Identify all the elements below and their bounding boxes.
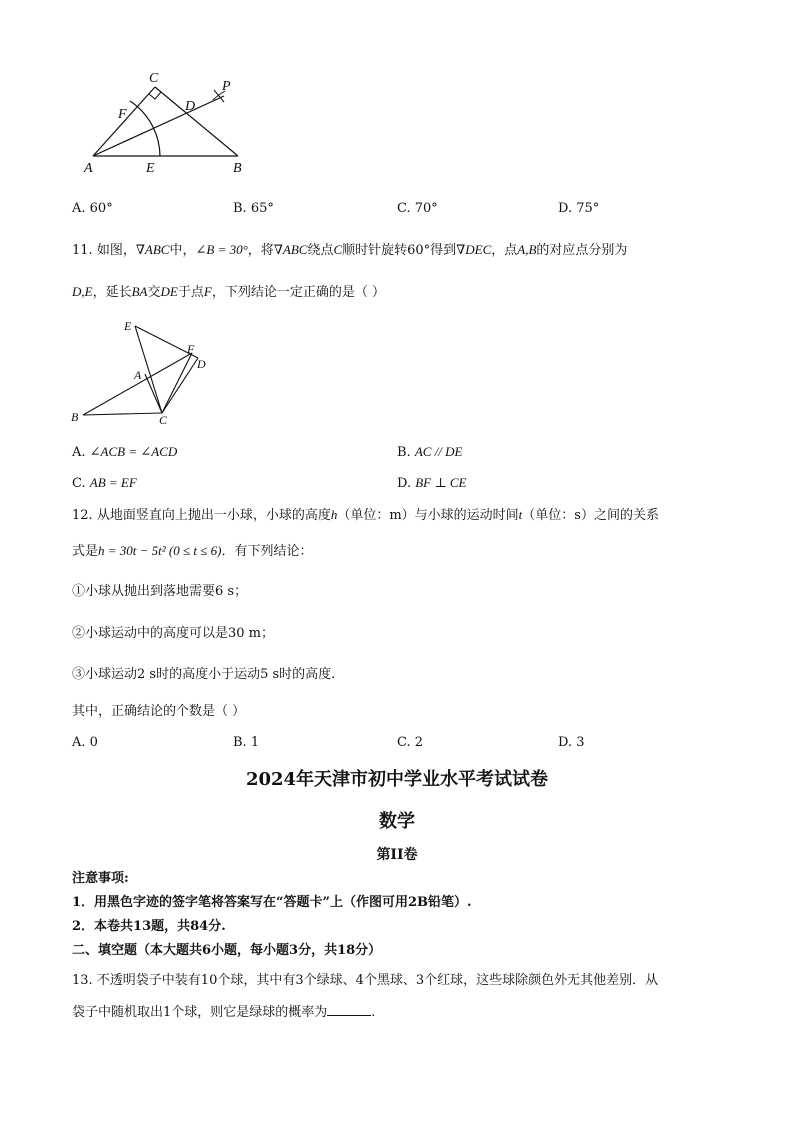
q13-answer-blank[interactable] bbox=[327, 1003, 371, 1016]
segment-bf bbox=[83, 353, 192, 415]
q11-option-c[interactable]: C. AB = EF bbox=[72, 475, 137, 491]
q11-option-a[interactable]: A. ∠ACB = ∠ACD bbox=[72, 444, 178, 460]
notice-item-2: 2．本卷共13题，共84分. bbox=[72, 919, 226, 934]
q11-stem-line2: D,E，延长BA交DE于点F，下列结论一定正确的是（ ） bbox=[72, 284, 385, 300]
figure-q11 bbox=[68, 316, 218, 426]
label-a: A bbox=[134, 368, 142, 382]
ray-ap bbox=[93, 96, 224, 156]
label-c: C bbox=[159, 413, 168, 426]
q12-conclusion-2: ②小球运动中的高度可以是30 m； bbox=[72, 626, 275, 641]
volume-title: 第II卷 bbox=[376, 847, 418, 863]
q12-option-a[interactable]: A. 0 bbox=[72, 735, 98, 750]
label-b: B bbox=[233, 161, 242, 176]
q12-option-c[interactable]: C. 2 bbox=[397, 735, 424, 750]
q10-option-b[interactable]: B. 65° bbox=[233, 201, 274, 216]
segment-ac bbox=[145, 374, 162, 413]
q12-conclusion-3: ③小球运动2 s时的高度小于运动5 s时的高度. bbox=[72, 667, 336, 682]
label-c: C bbox=[149, 71, 159, 86]
right-angle-mark bbox=[149, 92, 161, 99]
section-heading-fill-blank: 二、填空题（本大题共6小题，每小题3分，共18分） bbox=[72, 943, 382, 958]
notice-title: 注意事项: bbox=[72, 871, 129, 886]
q13-stem-line2: 袋子中随机取出1个球，则它是绿球的概率为 . bbox=[72, 1005, 376, 1020]
q11-option-b[interactable]: B. AC // DE bbox=[397, 444, 463, 460]
segment-bc bbox=[83, 413, 162, 415]
q12-option-b[interactable]: B. 1 bbox=[233, 735, 260, 750]
label-a: A bbox=[84, 161, 93, 176]
subject-title: 数学 bbox=[379, 811, 415, 832]
figure-q10 bbox=[80, 66, 250, 178]
segment-dc bbox=[162, 358, 198, 413]
q12-stem-line2: 式是h = 30t − 5t² (0 ≤ t ≤ 6)．有下列结论： bbox=[72, 543, 313, 559]
label-f: F bbox=[187, 342, 195, 356]
q12-question: 其中，正确结论的个数是（ ） bbox=[72, 704, 246, 719]
q10-option-d[interactable]: D. 75° bbox=[558, 201, 600, 216]
label-d: D bbox=[197, 357, 206, 371]
q12-option-d[interactable]: D. 3 bbox=[558, 735, 585, 750]
q13-stem-line1: 13. 不透明袋子中装有10个球，其中有3个绿球、4个黑球、3个红球，这些球除颜色外无其他差别．从 bbox=[72, 973, 659, 988]
q12-stem-line1: 12. 从地面竖直向上抛出一小球，小球的高度h（单位：m）与小球的运动时间t（单位：s）之间的关系 bbox=[72, 507, 659, 523]
q12-conclusion-1: ①小球从抛出到落地需要6 s； bbox=[72, 584, 248, 599]
notice-item-1: 1．用黑色字迹的签字笔将答案写在“答题卡”上（作图可用2B铅笔）. bbox=[72, 895, 472, 910]
q10-option-a[interactable]: A. 60° bbox=[72, 201, 113, 216]
label-e: E bbox=[124, 319, 132, 333]
label-e: E bbox=[146, 161, 155, 176]
exam-title: 2024年天津市初中学业水平考试试卷 bbox=[245, 769, 549, 790]
q11-stem-line1: 11. 如图，∇ABC中，∠B = 30°，将∇ABC绕点C顺时针旋转60°得到∇DEC，点A,B的对应点分别为 bbox=[72, 242, 628, 258]
q11-option-d[interactable]: D. BF ⊥ CE bbox=[397, 475, 467, 491]
label-f: F bbox=[118, 107, 127, 122]
q10-option-c[interactable]: C. 70° bbox=[397, 201, 438, 216]
label-p: P bbox=[222, 79, 231, 94]
label-b: B bbox=[71, 410, 79, 424]
label-d: D bbox=[185, 99, 196, 114]
